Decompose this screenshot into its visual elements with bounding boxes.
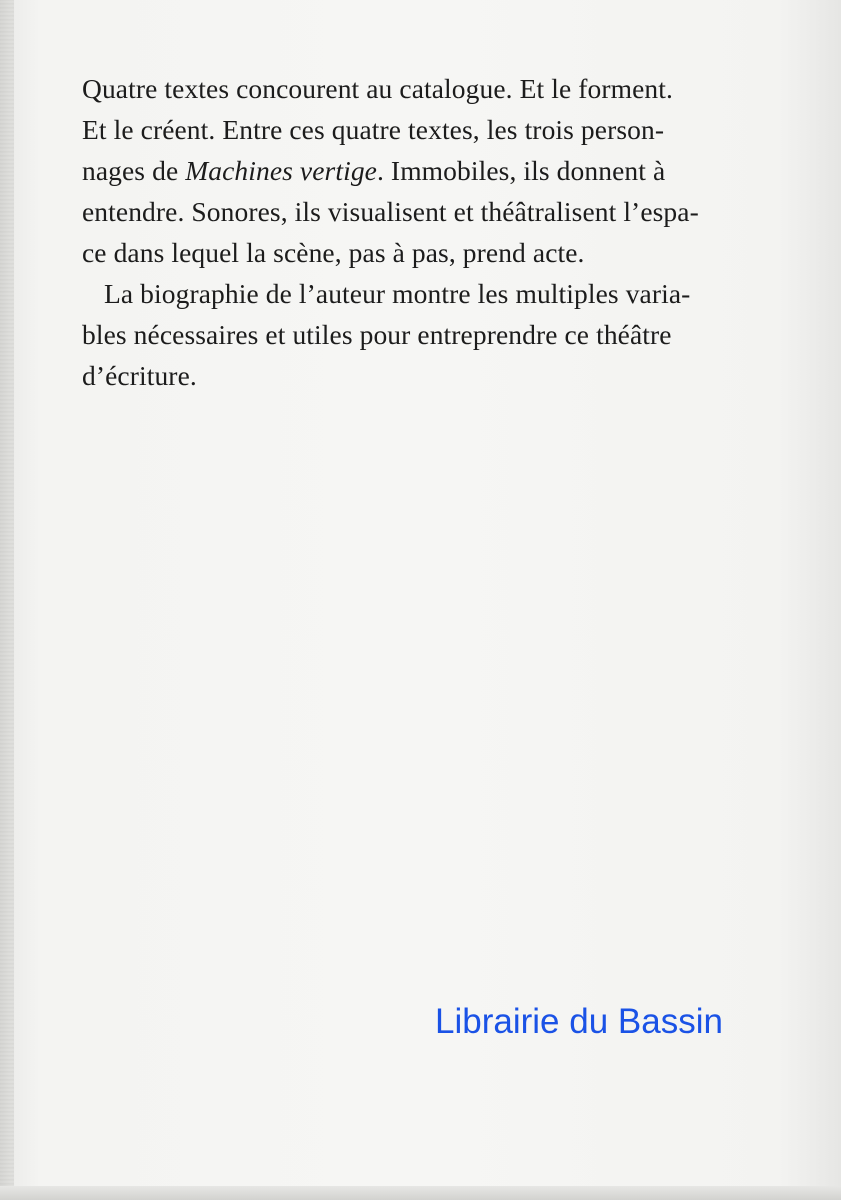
book-title-italic: Machines vertige	[185, 155, 377, 186]
paragraph-2-line-2: bles nécessaires et utiles pour entreprendre ce théâtre	[82, 319, 672, 350]
paragraph-1	[82, 68, 762, 273]
paragraph-1-line-2: Et le créent. Entre ces quatre textes, les trois person-	[82, 114, 665, 145]
paragraph-1-line-4: entendre. Sonores, ils visualisent et théâtralisent l’espa-	[82, 196, 699, 227]
paragraph-1-line-3-start: nages de	[82, 155, 186, 186]
paragraph-1-line-3	[82, 150, 762, 191]
paragraph-2-line-3: d’écriture.	[82, 360, 197, 391]
paragraph-1-line-1: Quatre textes concourent au catalogue. Et le forment.	[82, 73, 673, 104]
paragraph-2	[82, 273, 762, 396]
paragraph-2-line-1: La biographie de l’auteur montre les multiples varia-	[104, 278, 691, 309]
paragraph-1-line-5: ce dans lequel la scène, pas à pas, prend acte.	[82, 237, 585, 268]
body-text	[82, 68, 762, 396]
watermark-text: Librairie du Bassin	[435, 1002, 723, 1041]
paragraph-1-line-3-end: . Immobiles, ils donnent à	[376, 155, 666, 186]
page-edge-shadow	[0, 0, 14, 1200]
page-bottom-edge	[0, 1186, 841, 1200]
